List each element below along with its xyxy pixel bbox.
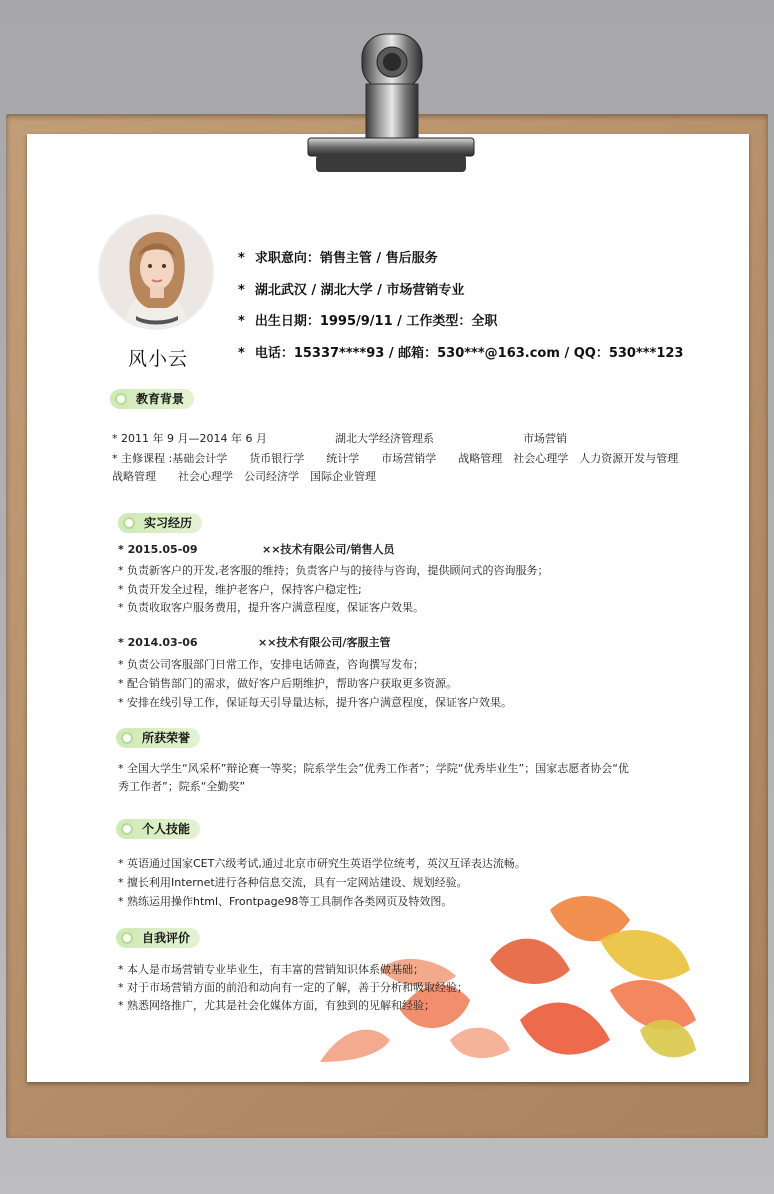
self-evaluation-item: * 熟悉网络推广，尤其是社会化媒体方面，有独到的见解和经验； [118, 999, 435, 1012]
section-title-education: 教育背景 [110, 389, 194, 409]
binder-clip-icon [300, 22, 480, 182]
circle-icon [123, 517, 135, 529]
job-date: * 2014.03-06 [118, 636, 198, 649]
job-date: * 2015.05-09 [118, 543, 198, 556]
info-line: * 出生日期：1995/9/11 / 工作类型：全职 [238, 314, 498, 329]
honors-text: * 全国大学生“风采杯”辩论赛一等奖；院系学生会”优秀工作者”；学院“优秀毕业生”；国家志愿者协会“优 [118, 762, 629, 775]
job-company: ××技术有限公司/销售人员 [262, 543, 395, 556]
basic-info [238, 250, 683, 376]
circle-icon [121, 932, 133, 944]
education-period: * 2011 年 9 月—2014 年 6 月 [112, 432, 267, 445]
job-company: ××技术有限公司/客服主管 [258, 636, 391, 649]
job-duty: * 负责开发全过程，维护老客户，保持客户稳定性; [118, 583, 362, 596]
candidate-name: 风小云 [128, 348, 189, 370]
job-duty: * 配合销售部门的需求，做好客户后期维护，帮助客户获取更多资源。 [118, 677, 457, 690]
education-courses: * 主修课程 :基础会计学 货币银行学 统计学 市场营销学 战略管理 社会心理学 人力资源开发与管理 [112, 452, 679, 465]
job-duty: * 负责新客户的开发,老客服的维持；负责客户与的接待与咨询，提供顾问式的咨询服务； [118, 564, 549, 577]
education-courses-cont: 战略管理 社会心理学 公司经济学 国际企业管理 [112, 470, 376, 483]
avatar [100, 216, 212, 328]
self-evaluation-item: * 对于市场营销方面的前沿和动向有一定的了解，善于分析和吸取经验； [118, 981, 468, 994]
circle-icon [115, 393, 127, 405]
honors-text-cont: 秀工作者”；院系“全勤奖” [118, 780, 246, 793]
job-duty: * 负责公司客服部门日常工作，安排电话筛查，咨询撰写发布； [118, 658, 424, 671]
education-school: 湖北大学经济管理系 [335, 432, 434, 445]
info-line: * 电话：15337****93 / 邮箱：530***@163.com / QQ：530***123 [238, 345, 684, 361]
skill-item: * 擅长利用Internet进行各种信息交流，具有一定网站建设、规划经验。 [118, 876, 468, 889]
job-duty: * 负责收取客户服务费用，提升客户满意程度，保证客户效果。 [118, 601, 424, 614]
job-duty: * 安排在线引导工作，保证每天引导量达标，提升客户满意程度，保证客户效果。 [118, 696, 512, 709]
section-title-internship: 实习经历 [118, 513, 202, 533]
skill-item: * 熟练运用操作html、Frontpage98等工具制作各类网页及特效图。 [118, 895, 453, 908]
info-line: * 湖北武汉 / 湖北大学 / 市场营销专业 [238, 282, 465, 298]
education-major: 市场营销 [523, 432, 567, 445]
self-evaluation-item: * 本人是市场营销专业毕业生，有丰富的营销知识体系做基础； [118, 963, 424, 976]
section-title-honors: 所获荣誉 [116, 728, 200, 748]
circle-icon [121, 732, 133, 744]
info-line: * 求职意向：销售主管 / 售后服务 [238, 251, 438, 266]
section-title-skills: 个人技能 [116, 819, 200, 839]
skill-item: * 英语通过国家CET六级考试,通过北京市研究生英语学位统考，英汉互译表达流畅。 [118, 857, 526, 870]
section-title-self-evaluation: 自我评价 [116, 928, 200, 948]
circle-icon [121, 823, 133, 835]
